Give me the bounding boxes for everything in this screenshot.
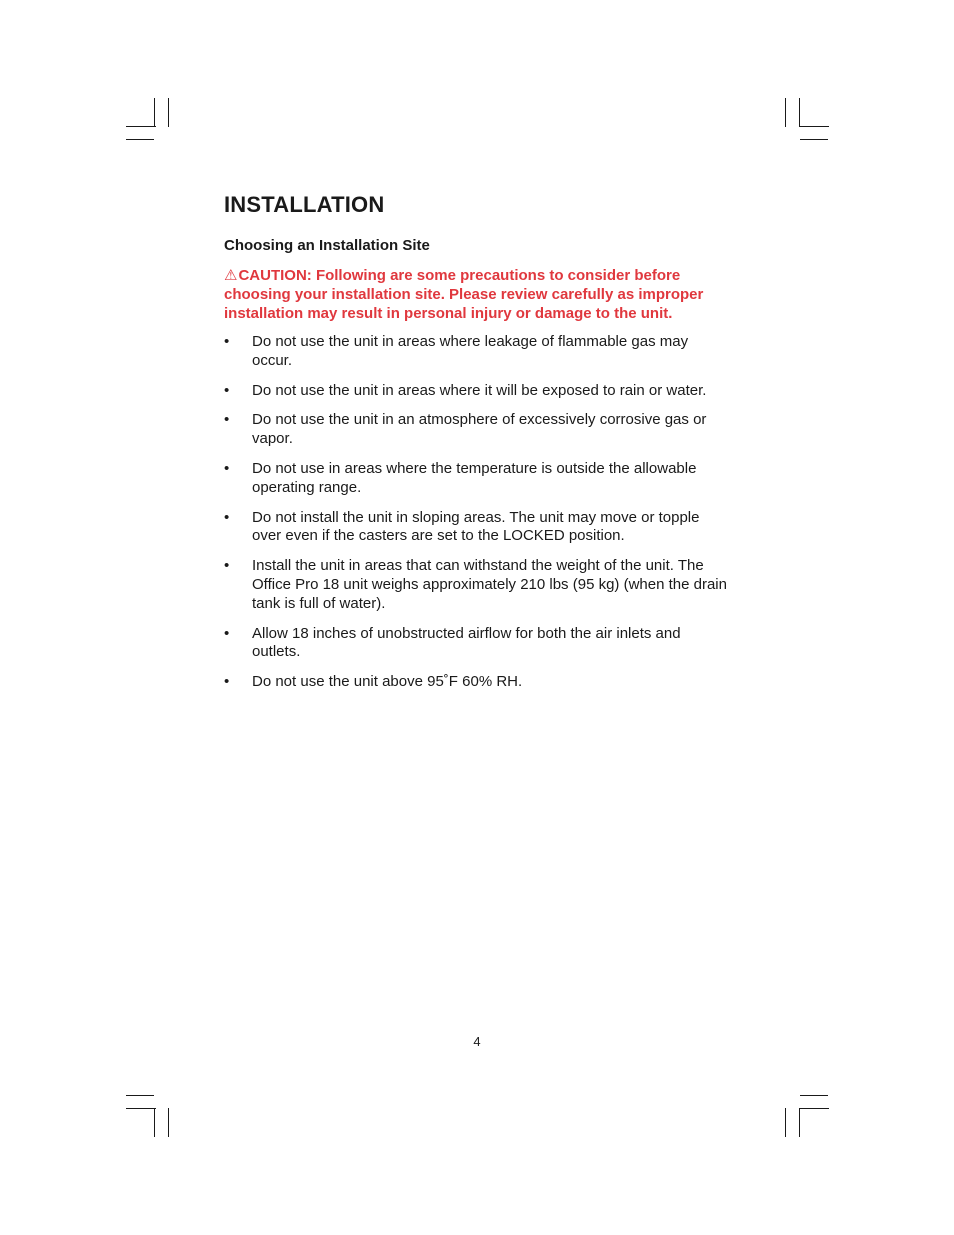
page-title: INSTALLATION: [224, 192, 385, 217]
crop-mark: [799, 1108, 829, 1109]
list-item: [224, 557, 732, 613]
crop-mark: [168, 98, 169, 127]
bullet-icon: •: [224, 673, 230, 691]
crop-mark: [154, 1108, 155, 1137]
section-subtitle: Choosing an Installation Site: [224, 237, 430, 254]
precautions-list: [224, 333, 732, 692]
page-number: 4: [473, 1034, 481, 1049]
crop-mark: [126, 1095, 154, 1096]
crop-mark: [799, 1108, 800, 1137]
page-content: [224, 190, 732, 703]
list-item: [224, 333, 732, 371]
bullet-icon: •: [224, 557, 230, 575]
bullet-icon: •: [224, 624, 230, 642]
list-item: [224, 382, 732, 401]
crop-mark: [168, 1108, 169, 1137]
list-item: [224, 673, 732, 692]
bullet-icon: •: [224, 459, 230, 477]
list-item-text: Do not use the unit in areas where it will be exposed to rain or water.: [252, 381, 707, 399]
bullet-icon: •: [224, 333, 230, 350]
list-item-text: Do not install the unit in sloping areas. The unit may move or topple over even if the casters are set to the LOCKED position.: [252, 508, 700, 545]
crop-mark: [785, 98, 786, 127]
list-item: [224, 460, 732, 498]
list-item-text: Do not use the unit in an atmosphere of excessively corrosive gas or vapor.: [252, 411, 707, 448]
list-item-text: Do not use in areas where the temperature is outside the allowable operating range.: [252, 459, 697, 496]
caution-text: CAUTION: Following are some precautions to consider before choosing your installation site. Please review carefully as improper installation may result in personal injury or damage to the unit.: [224, 267, 704, 322]
warning-triangle-icon: ⚠: [224, 267, 238, 284]
bullet-icon: •: [224, 381, 230, 399]
list-item: [224, 411, 732, 449]
crop-mark: [800, 139, 828, 140]
list-item-text: Do not use the unit in areas where leakage of flammable gas may occur.: [252, 333, 689, 369]
list-item-text: Allow 18 inches of unobstructed airflow for both the air inlets and outlets.: [252, 624, 681, 661]
crop-mark: [126, 139, 154, 140]
crop-mark: [154, 98, 155, 127]
crop-mark: [799, 126, 829, 127]
caution-notice: [224, 266, 732, 323]
crop-mark: [126, 1108, 156, 1109]
crop-mark: [126, 126, 156, 127]
crop-mark: [799, 98, 800, 127]
crop-mark: [785, 1108, 786, 1137]
crop-mark: [800, 1095, 828, 1096]
list-item-text: Install the unit in areas that can withstand the weight of the unit. The Office Pro 18 unit weighs approximately 210 lbs (95 kg) (when the drain tank is full of water).: [252, 557, 727, 612]
list-item: [224, 625, 732, 663]
bullet-icon: •: [224, 411, 230, 429]
bullet-icon: •: [224, 508, 230, 526]
list-item-text: Do not use the unit above 95˚F 60% RH.: [252, 673, 523, 691]
list-item: [224, 509, 732, 547]
